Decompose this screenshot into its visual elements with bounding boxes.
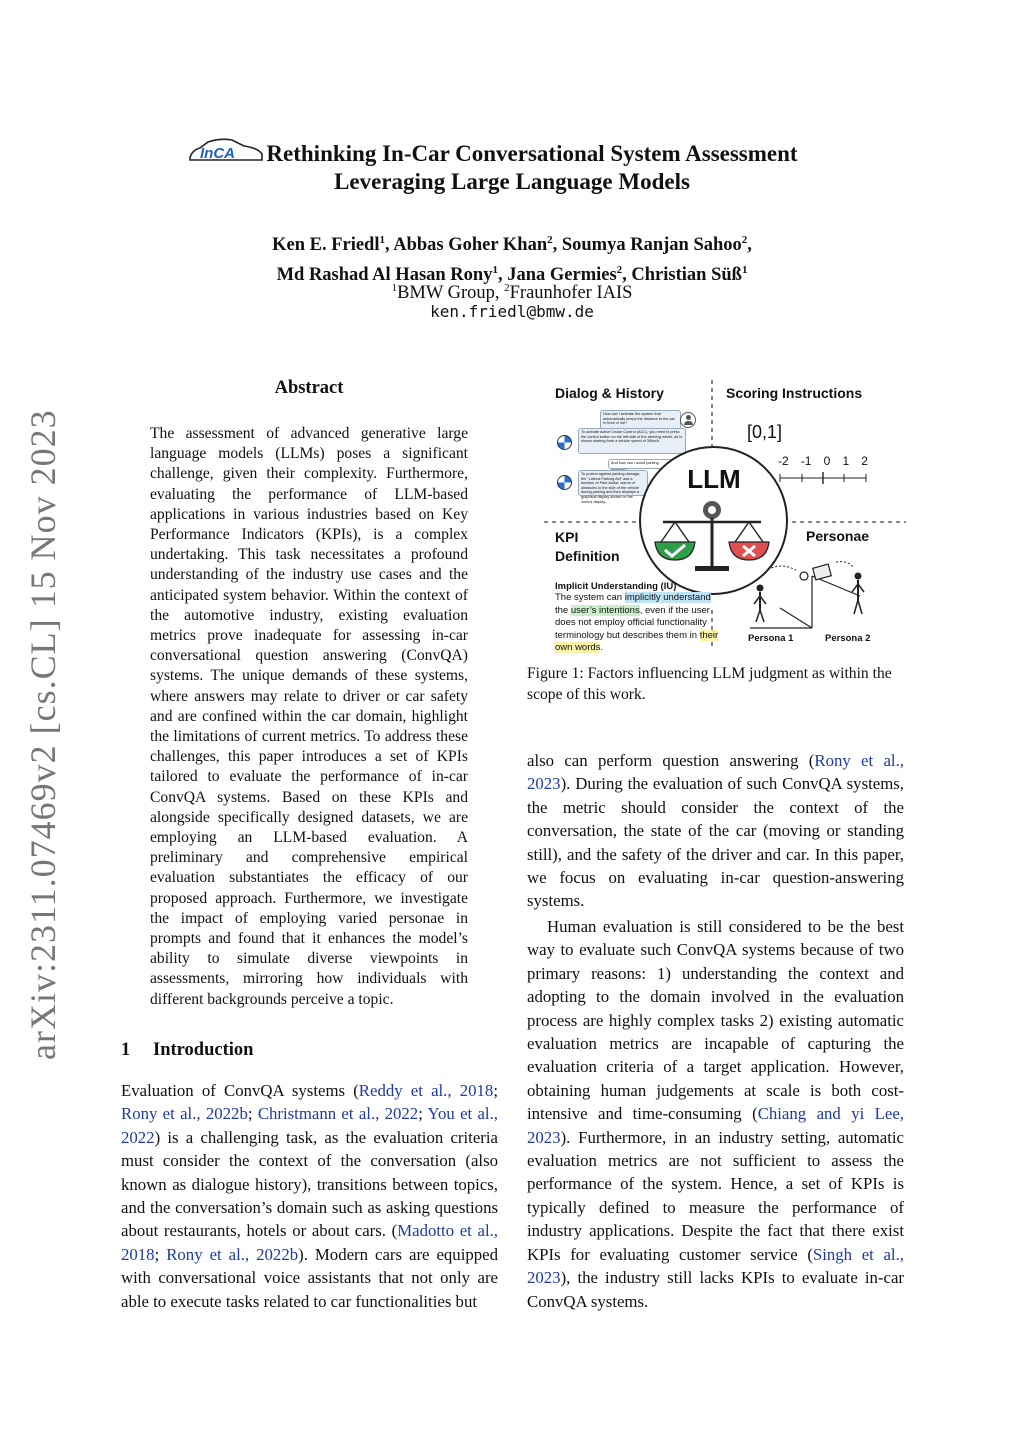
author-name: Jana Germies bbox=[507, 265, 617, 286]
scale-tick-label: 2 bbox=[861, 454, 868, 468]
personae-illustration-icon bbox=[740, 556, 910, 634]
abstract-body: The assessment of advanced generative large language models (LLMs) poses a significant challenge, given their complexity. Furthermore, evaluating the performance of LLM-based applications in various industries based on Key Performance Indicators (KPIs), is a complex undertaking. This task necessitates a profound understanding of the industry use cases and the anticipated system behavior. Within the context of the automotive industry, existing evaluation metrics prove inadequate for assessing in-car conversational question answering (ConvQA) systems. The unique demands of these systems, where answers may relate to driver or car safety and are confined within the car domain, highlight the limitations of current metrics. To address these challenges, this paper introduces a set of KPIs tailored to evaluate the performance of in-car ConvQA systems. Based on these KPIs and alongside specifically designed datasets, we are employing an LLM-based evaluation. A preliminary and comprehensive empirical evaluation substantiates the efficacy of our proposed approach. Furthermore, we investigate the impact of employing varied personae in prompts and found that it enhances the model’s ability to simulate diverse viewpoints in assessments, mirroring how individuals with different backgrounds perceive a topic. bbox=[150, 425, 468, 1008]
iu-title: Implicit Understanding (IU) bbox=[555, 581, 677, 592]
title-line-2: Leveraging Large Language Models bbox=[334, 169, 690, 194]
scale-tick-label: 0 bbox=[823, 454, 831, 468]
text-run: ; bbox=[493, 1081, 498, 1100]
author-affil-sup: 2 bbox=[741, 234, 748, 246]
citation-link[interactable]: Chiang and yi Lee, 2023 bbox=[527, 1104, 904, 1147]
citation-link[interactable]: You et al., 2022 bbox=[121, 1104, 498, 1147]
scale-tick-label: 1 bbox=[842, 454, 850, 468]
highlight-yellow: their own words bbox=[555, 629, 719, 653]
persona-2-label: Persona 2 bbox=[825, 633, 871, 644]
author-affil-sup: 2 bbox=[547, 234, 553, 246]
affil-org: BMW Group, bbox=[397, 283, 505, 304]
text-run: ; bbox=[247, 1104, 258, 1124]
text-run: ). Modern cars are equipped with conversational voice assistants that not only are able to execute tasks related to car functionalities but bbox=[121, 1244, 498, 1311]
text-run: also can perform question answering ( bbox=[527, 751, 815, 770]
author-affil-sup: 1 bbox=[379, 234, 385, 246]
affiliations bbox=[0, 277, 1024, 304]
kpi-label-line-2: Definition bbox=[555, 548, 620, 564]
author-name: Soumya Ranjan Sahoo bbox=[561, 235, 742, 256]
text-run: ) is a challenging task, as the evaluation criteria must consider the context of the conversation (also known as dialogue history), transitions between topics, and the conversation’s domain such as asking questions about restaurants, hotels or about cars. ( bbox=[121, 1127, 498, 1241]
figure-1 bbox=[540, 378, 910, 653]
arxiv-stamp: arXiv:2311.07469v2 [cs.CL] 15 Nov 2023 bbox=[23, 409, 63, 1060]
author-line-2: Md Rashad Al Hasan Rony$^1$, Jana Germies$^2$, Christian Süß$^1$ bbox=[276, 264, 748, 286]
text-run: . bbox=[600, 642, 604, 653]
affil-sup: 1 bbox=[391, 282, 398, 294]
section-heading bbox=[121, 1040, 253, 1061]
text-run: ; bbox=[418, 1104, 428, 1124]
personae-label: Personae bbox=[806, 528, 870, 544]
author-affil-sup: 1 bbox=[492, 264, 498, 277]
dialog-history-label: Dialog & History bbox=[555, 385, 664, 401]
citation-link[interactable]: Singh et al., 2023 bbox=[527, 1244, 904, 1288]
author-line-1: Ken E. Friedl$^1$, Abbas Goher Khan$^2$, Soumya Ranjan Sahoo$^2$, bbox=[272, 234, 752, 256]
score-scale bbox=[778, 454, 868, 468]
bmw-logo-icon bbox=[557, 475, 572, 490]
figure-caption: Figure 1: Factors influencing LLM judgment as within the scope of this work. bbox=[527, 665, 892, 703]
kpi-definition-label bbox=[555, 528, 620, 566]
llm-label: LLM bbox=[687, 464, 741, 494]
text-run: ; bbox=[154, 1244, 167, 1264]
paper-title bbox=[0, 140, 1024, 196]
iu-description bbox=[555, 592, 720, 655]
bmw-logo-icon bbox=[557, 435, 572, 450]
author-affil-sup: 1 bbox=[741, 264, 748, 277]
author-name: Ken E. Friedl bbox=[272, 235, 380, 256]
text-run: The system can bbox=[555, 592, 625, 603]
author-affil-sup: 2 bbox=[616, 264, 623, 277]
author-name: Abbas Goher Khan bbox=[393, 235, 548, 256]
contact-email: ken.friedl@bmw.de bbox=[430, 302, 594, 321]
citation-link[interactable]: Christmann et al., 2022 bbox=[257, 1104, 419, 1124]
section-number: 1 bbox=[121, 1040, 131, 1060]
author-name: Christian Süß bbox=[631, 265, 742, 286]
section-title: Introduction bbox=[153, 1040, 254, 1060]
title-line-1: Rethinking In-Car Conversational System Assessment bbox=[266, 141, 798, 166]
affil-org: Fraunhofer IAIS bbox=[509, 283, 633, 304]
chat-bubble-assistant-2: To protect against parking damage, the "Lateral Parking Aid" and a function of Park Assist, warns of obstacles to the side of the vehicle during parking and then displays a graphical display shown on the control display. bbox=[578, 470, 648, 496]
affil-sup: 2 bbox=[504, 282, 510, 294]
chat-bubble-user-2: And how can I avoid parking bbox=[608, 459, 674, 469]
right-paragraph-2 bbox=[527, 915, 904, 1313]
user-avatar-icon bbox=[680, 412, 696, 428]
scoring-instructions-label: Scoring Instructions bbox=[726, 385, 863, 401]
persona-1-label: Persona 1 bbox=[748, 633, 794, 644]
citation-link[interactable]: Rony et al., 2022b bbox=[121, 1104, 248, 1124]
text-run: the bbox=[555, 604, 571, 616]
text-run: , even if the user does not employ official functionality terminology but describes them in bbox=[555, 604, 710, 641]
scale-axis bbox=[778, 472, 868, 484]
highlight-blue: implicitly understand bbox=[624, 592, 711, 603]
kpi-label-line-1: KPI bbox=[555, 529, 579, 545]
score-range: [0,1] bbox=[747, 422, 783, 442]
logo-text: InCA bbox=[200, 145, 235, 162]
text-run: ), the industry still lacks KPIs to evaluate in-car ConvQA systems. bbox=[527, 1268, 904, 1311]
right-paragraph-1 bbox=[527, 749, 904, 913]
abstract-heading: Abstract bbox=[274, 378, 344, 398]
intro-paragraph bbox=[121, 1079, 498, 1313]
text-run: Human evaluation is still considered to be the best way to evaluate such ConvQA systems because of two primary reasons: 1) understanding the context and adopting to the domain involved in the evaluation process are highly complex tasks 2) existing automatic evaluation metrics are incapable of capturing the evaluation criteria of a target application. However, obtaining human judgements at scale is both cost-intensive and time-consuming ( bbox=[527, 917, 904, 1124]
citation-link[interactable]: Rony et al., 2023 bbox=[527, 751, 904, 794]
chat-bubble-assistant-1: To activate Active Cruise Control (ACC), you need to press the control button on the left side of the steering wheel, as is shown starting from a vehicle speed of 30km/h. bbox=[578, 428, 686, 454]
text-run: ). During the evaluation of such ConvQA systems, the metric should consider the context of the conversation, the state of the car (moving or standing still), and the safety of the driver and car. In this paper, we focus on evaluating in-car question-answering systems. bbox=[527, 774, 904, 911]
author-name: Md Rashad Al Hasan Rony bbox=[276, 265, 493, 286]
citation-link[interactable]: Madotto et al., 2018 bbox=[121, 1221, 498, 1264]
citation-link[interactable]: Rony et al., 2022b bbox=[166, 1244, 299, 1264]
scale-tick-label: -2 bbox=[778, 454, 789, 468]
text-run: ). Furthermore, in an industry setting, automatic evaluation metrics are not sufficient to assess the performance of the system. Hence, a set of KPIs is typically defined to measure the performance of industry applications. Despite the fact that there exist KPIs for evaluating customer service ( bbox=[527, 1127, 904, 1264]
scale-tick-label: -1 bbox=[800, 454, 812, 468]
chat-bubble-user-1: How can I activate the system that automatically keeps the distance to the car in front of me? bbox=[600, 410, 681, 431]
citation-link[interactable]: Reddy et al., 2018 bbox=[358, 1081, 494, 1100]
highlight-green: user’s intentions bbox=[570, 604, 640, 616]
text-run: Evaluation of ConvQA systems ( bbox=[121, 1081, 359, 1100]
